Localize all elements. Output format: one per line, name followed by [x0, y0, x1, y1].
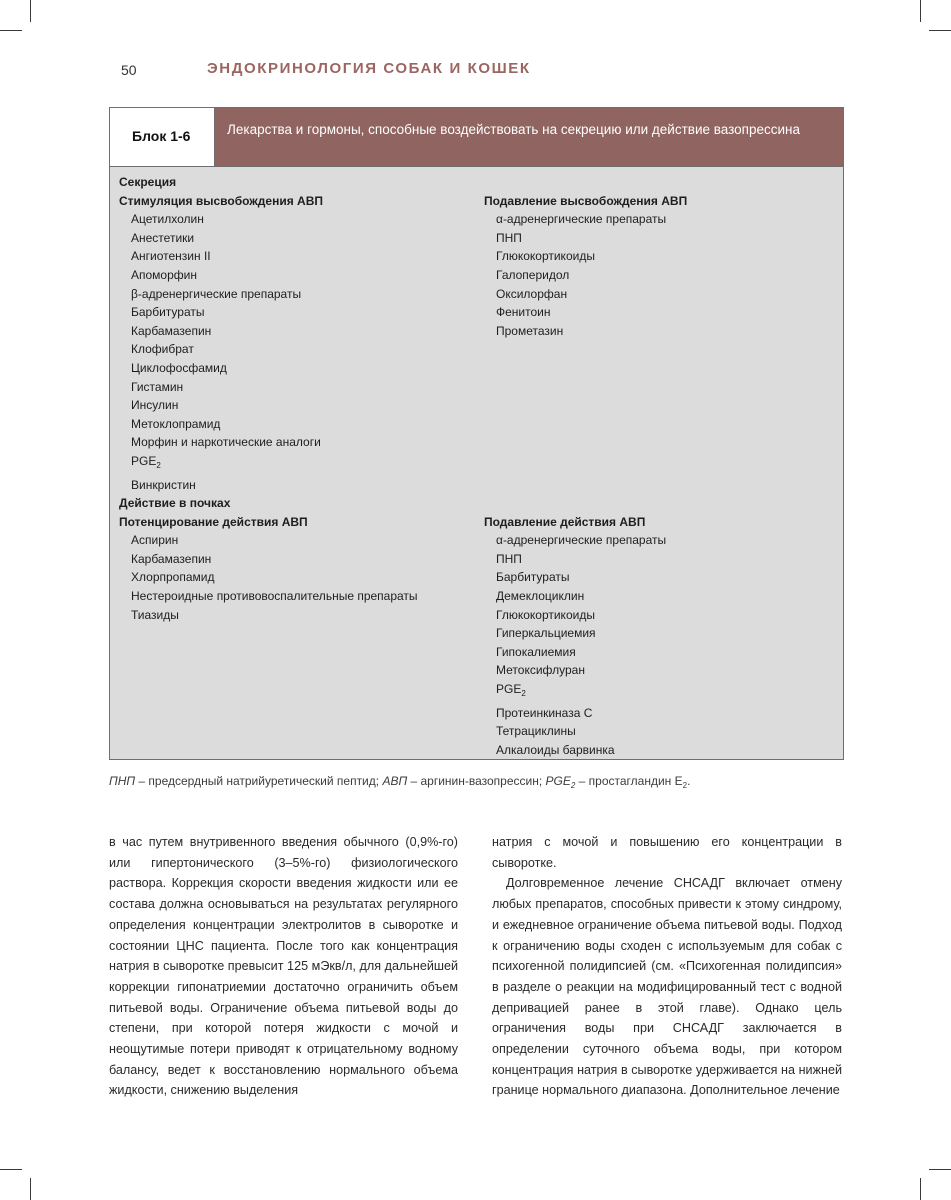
list-item: Протеинкиназа С	[496, 705, 593, 720]
list-item: Карбамазепин	[131, 551, 212, 566]
kidney-suppression-list	[484, 531, 834, 759]
footnote-abbr	[546, 774, 576, 788]
list-item: Инсулин	[131, 398, 179, 413]
subscript: 2	[156, 460, 161, 470]
footnote-text: .	[687, 774, 691, 788]
list-item: Гипокалиемия	[496, 644, 576, 659]
secretion-suppression-heading: Подавление высвобождения АВП	[484, 193, 688, 208]
book-title: ЭНДОКРИНОЛОГИЯ СОБАК И КОШЕК	[207, 60, 531, 77]
list-item: Хлорпропамид	[131, 570, 215, 585]
crop-mark	[920, 0, 921, 22]
info-box	[109, 107, 844, 760]
kidney-suppression-heading: Подавление действия АВП	[484, 514, 646, 529]
list-item: Аспирин	[131, 533, 179, 548]
secretion-heading: Секреция	[119, 175, 177, 189]
footnote-abbr: АВП	[382, 774, 408, 788]
footnote-text: – аргинин-вазопрессин;	[407, 774, 546, 788]
list-item: Клофибрат	[131, 342, 194, 357]
list-item: α-адренергические препараты	[496, 533, 667, 548]
page-number: 50	[121, 62, 137, 78]
box-label-cell	[110, 108, 215, 166]
list-item: Апоморфин	[131, 267, 197, 282]
kidney-heading: Действие в почках	[119, 496, 231, 510]
body-right-column	[492, 832, 842, 1101]
box-header	[110, 108, 843, 167]
crop-mark	[0, 30, 22, 31]
kidney-left-column	[119, 494, 479, 624]
subscript: 2	[521, 688, 526, 698]
subscript: 2	[682, 781, 688, 790]
crop-mark	[30, 0, 31, 22]
list-item: Галоперидол	[496, 267, 570, 282]
footnote-text: – простагландин E	[575, 774, 683, 788]
body-paragraph: Долговременное лечение СНСАДГ включает отмену любых препаратов, способных привести к этому синдрому, и ежедневное ограничение объема питьевой воды. Подход к ограничению воды сходен с используемым для собак с психогенной полидипсией (см. «Психогенная полидипсия» в разделе о реакции на модифицированный тест с водной депривацией ранее в этой главе). Однако цель ограничения воды при СНСАДГ заключается в определении суточного объема воды, при котором концентрация натрия в сыворотке удерживается на нижней границе нормального диапазона. Дополнительное лечение	[492, 876, 842, 1098]
list-item: Гистамин	[131, 379, 184, 394]
secretion-right-column	[484, 192, 834, 341]
body-paragraph: в час путем внутривенного введения обычного (0,9%-го) или гипертонического (3–5%-го) физиологического раствора. Коррекция скорости введения жидкости или ее состава должна основываться на результатах регулярного определения концентрации электролитов в сыворотке и состоянии ЦНС пациента. После того как концентрация натрия в сыворотке превысит 125 мЭкв/л, для дальнейшей коррекции гипонатриемии достаточно ограничить объем питьевой воды. Ограничение объема питьевой воды до степени, при которой потеря жидкости с мочой и неощутимые потери приводят к отрицательному водному балансу, ведет к восстановлению нормального объема жидкости, снижению выделения	[109, 835, 458, 1098]
list-item: α-адренергические препараты	[496, 212, 667, 227]
list-item: Карбамазепин	[131, 323, 212, 338]
list-item: Гиперкальциемия	[496, 626, 596, 641]
list-item: Барбитураты	[496, 570, 570, 585]
potentiation-heading: Потенцирование действия АВП	[119, 514, 308, 529]
kidney-right-column	[484, 513, 834, 760]
list-item: Фенитоин	[496, 305, 551, 320]
box-label: Блок 1-6	[132, 128, 191, 144]
list-item: Анестетики	[131, 230, 195, 245]
secretion-suppression-list	[484, 210, 834, 340]
footnote-abbr: ПНП	[109, 774, 136, 788]
list-item: ПНП	[496, 551, 522, 566]
body-paragraph: натрия с мочой и повышению его концентрации в сыворотке.	[492, 835, 842, 870]
list-item: ПНП	[496, 230, 522, 245]
list-item: β-адренергические препараты	[131, 286, 302, 301]
box-footnote	[109, 774, 849, 790]
secretion-left-column	[119, 173, 479, 494]
crop-mark	[929, 30, 951, 31]
crop-mark	[30, 1178, 31, 1200]
crop-mark	[920, 1178, 921, 1200]
stimulation-list	[119, 210, 479, 494]
list-item: Глюкокортикоиды	[496, 607, 595, 622]
stimulation-heading: Стимуляция высвобождения АВП	[119, 193, 324, 208]
crop-mark	[929, 1169, 951, 1170]
running-header	[0, 58, 951, 82]
list-item: $PGE_2$	[496, 681, 526, 698]
list-item: Демеклоциклин	[496, 588, 585, 603]
list-item: Алкалоиды барвинка	[496, 742, 615, 757]
body-left-column	[109, 832, 458, 1101]
box-title-cell	[215, 108, 843, 166]
box-title: Лекарства и гормоны, способные воздействовать на секрецию или действие вазопрессина	[227, 122, 801, 137]
list-item: Нестероидные противовоспалительные препараты	[131, 588, 418, 603]
list-item: Ангиотензин II	[131, 249, 211, 264]
list-item: Барбитураты	[131, 305, 205, 320]
list-item: Циклофосфамид	[131, 360, 227, 375]
list-item: Прометазин	[496, 323, 564, 338]
potentiation-list	[119, 531, 479, 624]
list-item: Винкристин	[131, 477, 196, 492]
list-item: Метоксифлуран	[496, 663, 585, 678]
list-item: Морфин и наркотические аналоги	[131, 435, 321, 450]
list-item: Метоклопрамид	[131, 416, 221, 431]
footnote-text: – предсердный натрийуретический пептид;	[135, 774, 383, 788]
list-item: $PGE_2$	[131, 453, 161, 470]
list-item: Тиазиды	[131, 607, 179, 622]
footnote-abbr-base: PGE	[545, 774, 571, 788]
list-item: Глюкокортикоиды	[496, 249, 595, 264]
list-item: Тетрациклины	[496, 724, 576, 739]
subscript: 2	[570, 781, 576, 790]
list-item: Ацетилхолин	[131, 212, 204, 227]
crop-mark	[0, 1169, 22, 1170]
list-item: Оксилорфан	[496, 286, 568, 301]
